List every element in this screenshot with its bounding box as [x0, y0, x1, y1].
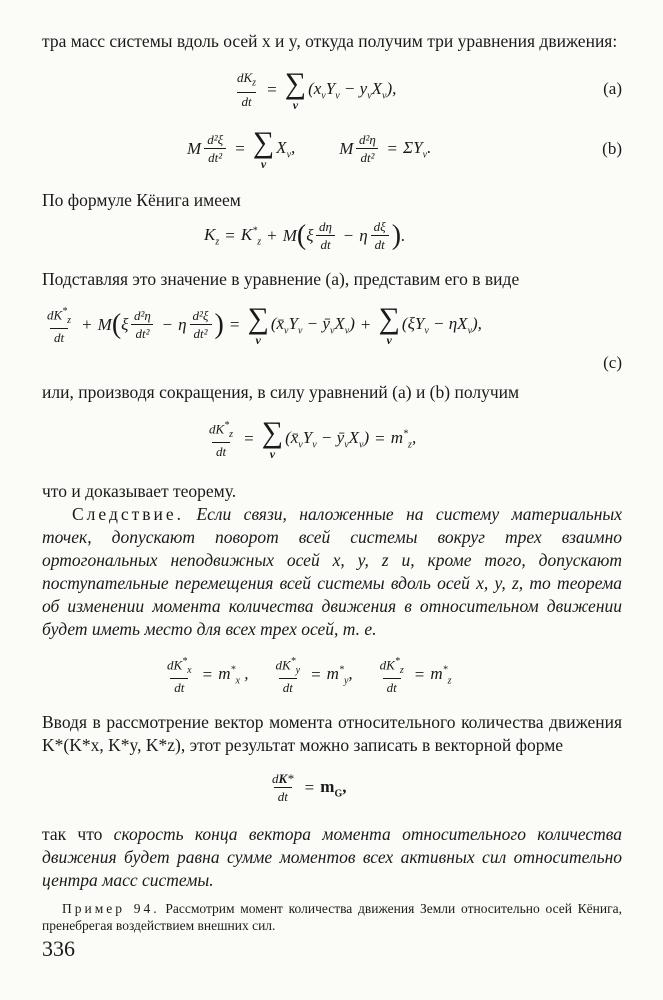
- example-text: Рассмотрим момент количества движения Земли относительно осей Кёнига, пренебрегая воздействием внешних сил.: [42, 901, 623, 933]
- paragraph-7: так что скорость конца вектора момента относительного количества движения будет равна сумме моментов всех активных сил относительно центра масс системы.: [42, 824, 622, 890]
- equation-b-label: (b): [602, 139, 622, 158]
- paragraph-2: По формуле Кёнига имеем: [42, 190, 241, 210]
- equation-vector: $\frac{dK*}{dt}$ = $m_G$,: [272, 771, 347, 804]
- example-94: [42, 900, 622, 934]
- page-content: [42, 30, 622, 934]
- equation-b: M $\frac{\text{d²ξ}}{\text{dt²}}$ = ∑ ν $X_\nu$, M $\frac{\text{d²η}}{\text{dt²}}$ = $\Sigma Y_\nu$. (b): [187, 126, 622, 171]
- corollary-text: Если связи, наложенные на систему материальных точек, допускают поворот всей системы вокруг трех взаимно ортогональных неподвижных осей x, y, z и, кроме того, допускают поступательные перемещения всей системы вдоль осей x, y, z, то теорема об изменении момента количества движения в относительном движении будет иметь место для всех трех осей, т. е.: [42, 504, 622, 639]
- page-number: 336: [42, 936, 75, 961]
- paragraph-6: Вводя в рассмотрение вектор момента относительного количества движения K*(K*x, K*y, K*z), этот результат можно записать в векторной форме: [42, 712, 622, 755]
- paragraph-4: или, производя сокращения, в силу уравнений (a) и (b) получим: [42, 382, 520, 402]
- equation-koenig: $K_z$ = $K^*_z$ + M ( ξ $\frac{d\eta}{dt}$ − η $\frac{d\xi}{dt}$ ) .: [204, 219, 406, 252]
- equation-a: $\frac{dK_z}{dt}$ = ∑ ν $(x_\nu Y_\nu - y_\nu X_\nu)$, (a): [237, 67, 622, 112]
- equation-c: $\frac{dK^*_z}{dt}$ + M ( ξ $\frac{\text{d²η}}{\text{dt²}}$ − η $\frac{\text{d²ξ}}{\text{dt²}}$ ) = ∑ ν ($x̄_\nu Y_\nu$ − $ȳ_\nu X_\nu$) + ∑ ν $(\xi Y_\nu - \eta X_\nu)$,: [47, 302, 482, 347]
- paragraph-3: Подставляя это значение в уравнение (a), представим его в виде: [42, 269, 520, 289]
- equation-reduced: $\frac{dK^*_z}{dt}$ = ∑ ν ($x̄_\nu Y_\nu$ − $ȳ_\nu X_\nu$) = $m^*_z$,: [209, 416, 417, 461]
- example-label: Пример 94.: [62, 901, 160, 916]
- paragraph-7-italic: скорость конца вектора момента относительного количества движения будет равна сумме моментов всех активных сил относительно центра масс системы.: [42, 824, 622, 890]
- equation-c-label: (c): [603, 353, 622, 372]
- corollary: [42, 503, 622, 641]
- equation-three-axes: $\frac{dK^*_x}{dt}$ = $m^*_x$ , $\frac{dK^*_y}{dt}$ = $m^*_y$, $\frac{dK^*_z}{dt}$ = $m^*_z$: [167, 655, 452, 696]
- equation-a-label: (a): [603, 79, 622, 98]
- paragraph-5: что и доказывает теорему.: [42, 481, 237, 501]
- paragraph-1: тра масс системы вдоль осей x и y, откуда получим три уравнения движения:: [42, 31, 618, 51]
- corollary-label: Следствие.: [72, 504, 185, 524]
